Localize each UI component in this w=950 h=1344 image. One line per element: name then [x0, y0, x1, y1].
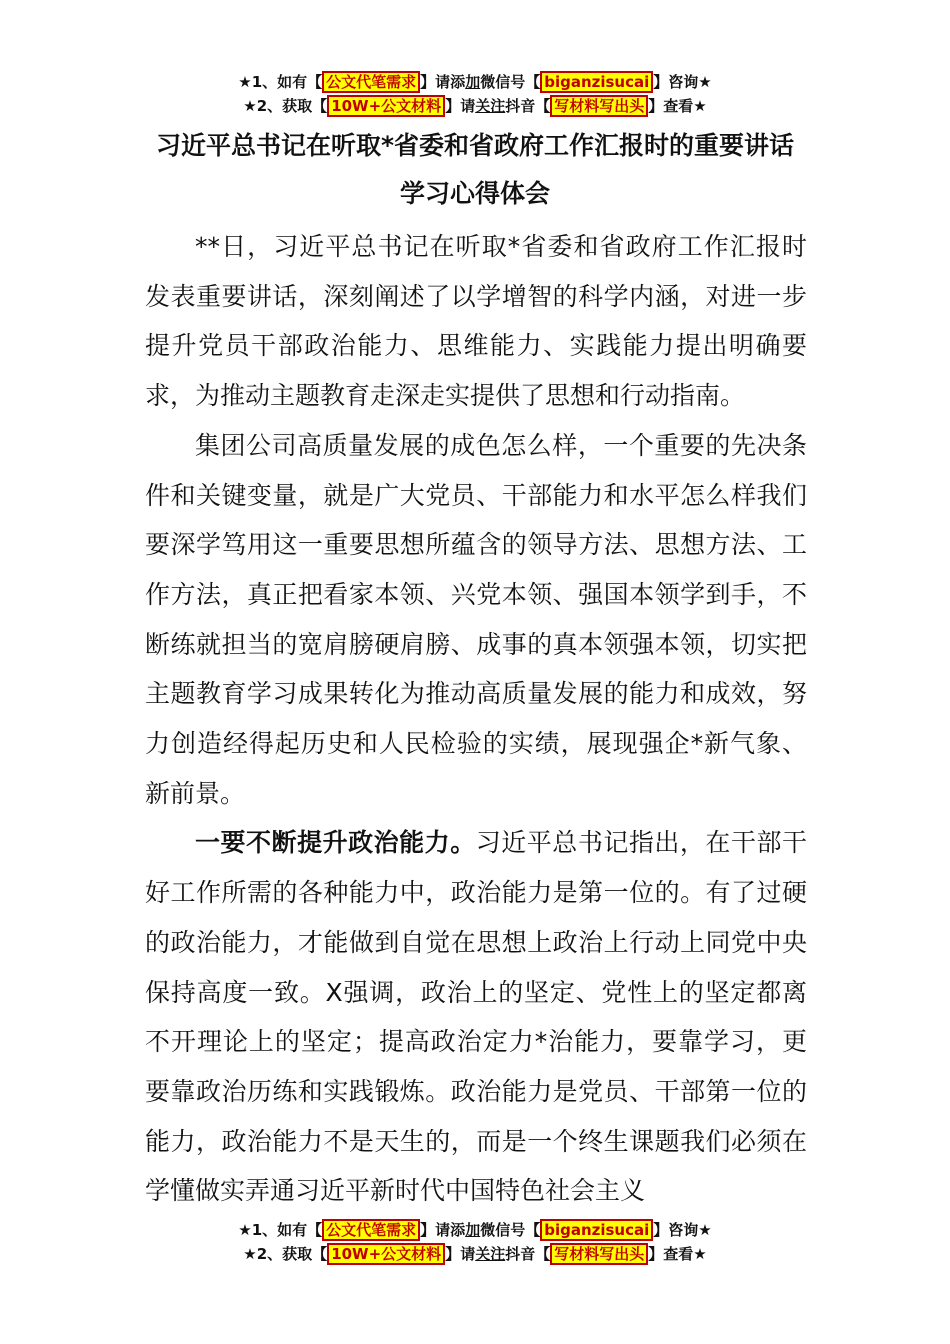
banner-line-2: [0, 1242, 950, 1266]
paragraph-3-text: 习近平总书记指出，在干部干好工作所需的各种能力中，政治能力是第一位的。有了过硬的政治能力，才能做到自觉在思想上政治上行动上同党中央保持高度一致。X强调，政治上的坚定、党性上的坚定都离不开理论上的坚定；提高政治定力*治能力，要靠学习，更要靠政治历练和实践锻炼。政治能力是党员、干部第一位的能力，政治能力不是天生的，而是一个终生课题我们必须在学懂做实弄通习近平新时代中国特色社会主义: [145, 828, 807, 1206]
banner-text: 】请: [445, 97, 476, 115]
document-body: [145, 222, 807, 1216]
banner-text: ★2、获取【: [243, 97, 328, 115]
banner-text: 】请添: [420, 1221, 466, 1239]
banner-underlined: 加: [465, 1221, 481, 1239]
banner-text: 抖音【: [505, 97, 551, 115]
banner-text: 】请添: [420, 73, 466, 91]
banner-text: ★2、获取【: [243, 1245, 328, 1263]
bottom-banner: [0, 1218, 950, 1266]
banner-text: ★1、如有【: [238, 73, 323, 91]
banner-text: 】查看★: [648, 97, 707, 115]
banner-line-1: [0, 70, 950, 94]
banner-text: 】请: [445, 1245, 476, 1263]
banner-underlined: 关注: [475, 1245, 506, 1263]
title-line-2: 学习心得体会: [399, 179, 550, 208]
highlight-tag: biganzisucai: [540, 1219, 653, 1241]
paragraph-1: **日，习近平总书记在听取*省委和省政府工作汇报时发表重要讲话，深刻阐述了以学增智的科学内涵，对进一步提升党员干部政治能力、思维能力、实践能力提出明确要求，为推动主题教育走深走实提供了思想和行动指南。: [145, 232, 807, 411]
highlight-tag: 10W+公文材料: [327, 95, 445, 117]
highlight-tag: 公文代笔需求: [322, 71, 420, 93]
banner-text: 抖音【: [505, 1245, 551, 1263]
banner-text: ★1、如有【: [238, 1221, 323, 1239]
title-line-1: 习近平总书记在听取*省委和省政府工作汇报时的重要讲话: [155, 131, 795, 160]
highlight-tag: biganzisucai: [540, 71, 653, 93]
highlight-tag: 写材料写出头: [550, 95, 648, 117]
paragraph-2: 集团公司高质量发展的成色怎么样，一个重要的先决条件和关键变量，就是广大党员、干部能力和水平怎么样我们要深学笃用这一重要思想所蕴含的领导方法、思想方法、工作方法，真正把看家本领、兴党本领、强国本领学到手，不断练就担当的宽肩膀硬肩膀、成事的真本领强本领，切实把主题教育学习成果转化为推动高质量发展的能力和成效，努力创造经得起历史和人民检验的实绩，展现强企*新气象、新前景。: [145, 430, 807, 808]
highlight-tag: 10W+公文材料: [327, 1243, 445, 1265]
banner-text: 微信号【: [480, 73, 541, 91]
banner-line-1: [0, 1218, 950, 1242]
document-title: [120, 122, 830, 218]
highlight-tag: 公文代笔需求: [322, 1219, 420, 1241]
banner-text: 】咨询★: [653, 1221, 712, 1239]
highlight-tag: 写材料写出头: [550, 1243, 648, 1265]
banner-text: 】查看★: [648, 1245, 707, 1263]
paragraph-lead: 一要不断提升政治能力。: [195, 828, 476, 858]
banner-underlined: 关注: [475, 97, 506, 115]
banner-underlined: 加: [465, 73, 481, 91]
paragraph-3: [145, 818, 807, 1216]
top-banner: [0, 70, 950, 118]
banner-line-2: [0, 94, 950, 118]
banner-text: 微信号【: [480, 1221, 541, 1239]
banner-text: 】咨询★: [653, 73, 712, 91]
